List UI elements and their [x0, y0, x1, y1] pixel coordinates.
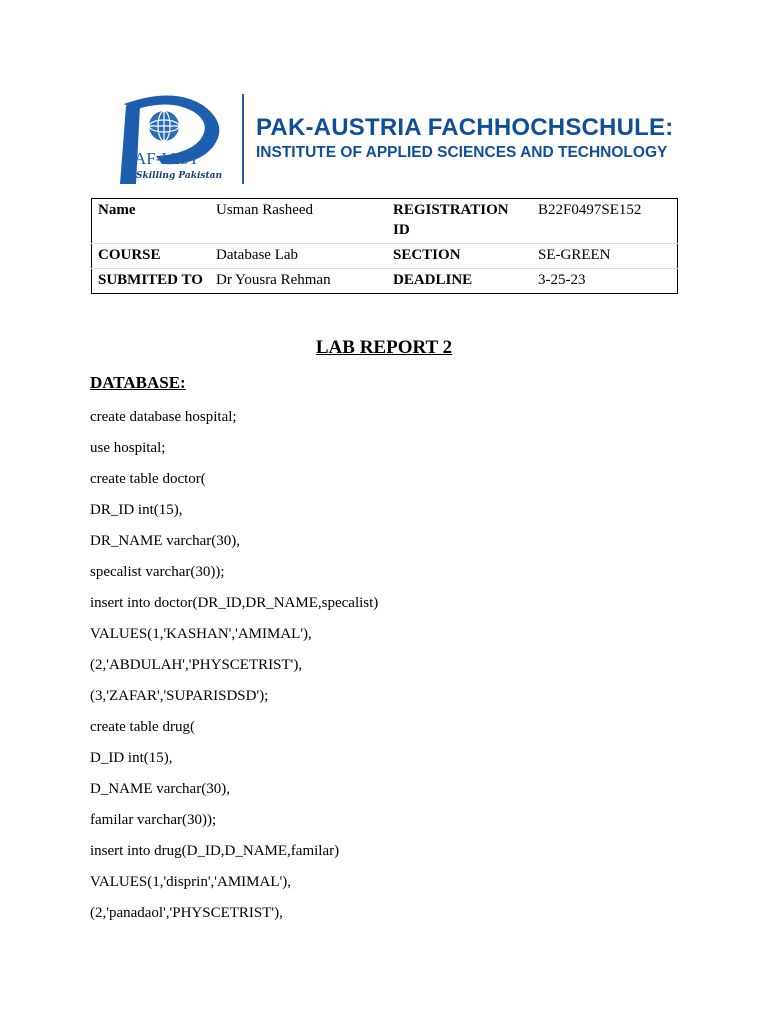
section-label: SECTION: [387, 244, 532, 269]
header-divider: [242, 94, 244, 184]
code-line: (3,'ZAFAR','SUPARISDSD');: [90, 688, 269, 704]
info-row: [92, 199, 678, 244]
code-line: insert into drug(D_ID,D_NAME,familar): [90, 843, 340, 859]
name-label: Name: [98, 202, 136, 218]
sql-code-block: [90, 406, 378, 933]
code-line: VALUES(1,'KASHAN','AMIMAL'),: [90, 626, 312, 642]
student-info-table: [91, 198, 678, 294]
institution-subtitle: INSTITUTE OF APPLIED SCIENCES AND TECHNOLOGY: [256, 144, 668, 161]
submitted-to-value: Dr Yousra Rehman: [210, 269, 387, 294]
registration-value: B22F0497SE152: [538, 202, 642, 218]
course-value: Database Lab: [210, 244, 387, 269]
deadline-label: DEADLINE: [387, 269, 532, 294]
document-header: [96, 92, 716, 188]
code-line: use hospital;: [90, 440, 166, 456]
code-line: (2,'panadaol','PHYSCETRIST'),: [90, 905, 283, 921]
code-line: D_NAME varchar(30),: [90, 781, 230, 797]
code-line: D_ID int(15),: [90, 750, 173, 766]
code-line: specalist varchar(30));: [90, 564, 225, 580]
svg-text:AF-IAST: AF-IAST: [134, 149, 200, 168]
code-line: create table doctor(: [90, 471, 206, 487]
course-label: COURSE: [92, 244, 211, 269]
code-line: create database hospital;: [90, 409, 237, 425]
code-line: insert into doctor(DR_ID,DR_NAME,specalist): [90, 595, 379, 611]
code-line: (2,'ABDULAH','PHYSCETRIST'),: [90, 657, 303, 673]
report-title: LAB REPORT 2: [315, 337, 453, 358]
name-value: Usman Rasheed: [216, 202, 314, 218]
institute-logo: [96, 92, 246, 188]
registration-label: REGISTRATION ID: [393, 202, 509, 238]
info-row: [92, 244, 678, 269]
section-heading: DATABASE:: [90, 373, 186, 392]
code-line: DR_NAME varchar(30),: [90, 533, 240, 549]
code-line: DR_ID int(15),: [90, 502, 183, 518]
svg-text:Skilling Pakistan: Skilling Pakistan: [136, 171, 222, 181]
code-line: VALUES(1,'disprin','AMIMAL'),: [90, 874, 291, 890]
institution-name: PAK-AUSTRIA FACHHOCHSCHULE:: [256, 114, 674, 141]
section-value: SE-GREEN: [532, 244, 678, 269]
submitted-to-label: SUBMITED TO: [92, 269, 211, 294]
deadline-value: 3-25-23: [532, 269, 678, 294]
info-row: [92, 269, 678, 294]
code-line: familar varchar(30));: [90, 812, 217, 828]
code-line: create table drug(: [90, 719, 195, 735]
